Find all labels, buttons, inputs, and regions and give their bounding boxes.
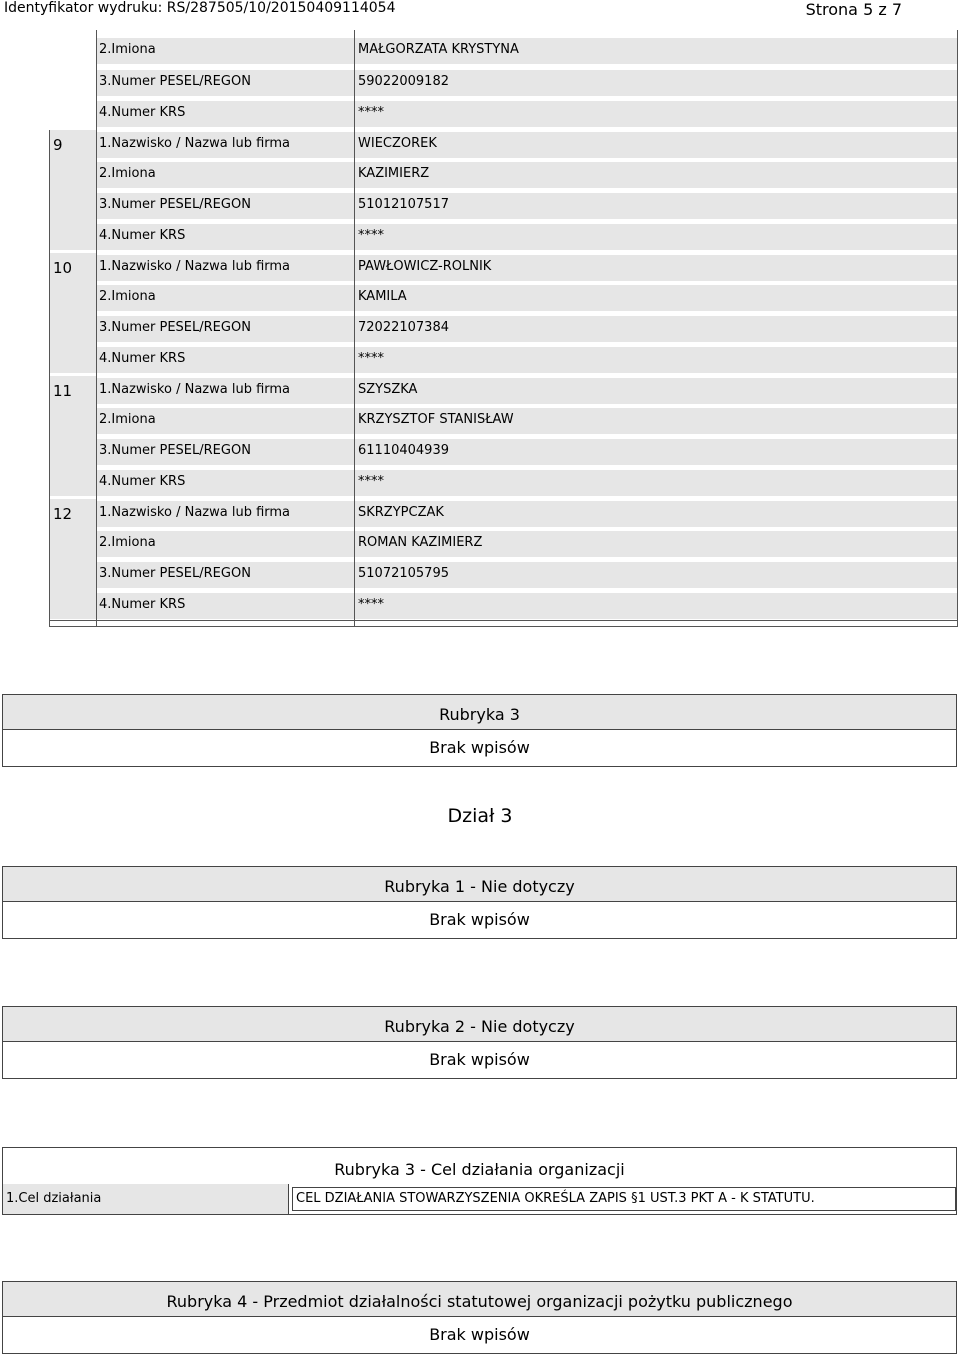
cel-value: CEL DZIAŁANIA STOWARZYSZENIA OKREŚLA ZAPIS §1 UST.3 PKT A - K STATUTU. bbox=[292, 1187, 956, 1211]
value-imiona: KRZYSZTOF STANISŁAW bbox=[355, 408, 957, 434]
value-nazwisko: SKRZYPCZAK bbox=[355, 501, 957, 527]
column-divider bbox=[354, 30, 355, 627]
value-imiona: KAZIMIERZ bbox=[355, 162, 957, 188]
dzial-heading: Dział 3 bbox=[447, 805, 513, 827]
section-rubryka-2 bbox=[2, 1006, 957, 1079]
label-imiona: 2.Imiona bbox=[96, 38, 354, 64]
section-rubryka-3 bbox=[2, 1147, 957, 1215]
table-border-bottom bbox=[49, 626, 958, 627]
label-nazwisko: 1.Nazwisko / Nazwa lub firma bbox=[96, 501, 354, 527]
label-nazwisko: 1.Nazwisko / Nazwa lub firma bbox=[96, 378, 354, 404]
value-krs: **** bbox=[355, 470, 957, 496]
label-imiona: 2.Imiona bbox=[96, 285, 354, 311]
label-pesel: 3.Numer PESEL/REGON bbox=[96, 193, 354, 219]
label-krs: 4.Numer KRS bbox=[96, 347, 354, 373]
label-imiona: 2.Imiona bbox=[96, 408, 354, 434]
label-pesel: 3.Numer PESEL/REGON bbox=[96, 439, 354, 465]
entry-index: 12 bbox=[50, 499, 96, 619]
value-pesel: 59022009182 bbox=[355, 70, 957, 96]
value-pesel: 51012107517 bbox=[355, 193, 957, 219]
value-pesel: 61110404939 bbox=[355, 439, 957, 465]
value-imiona: KAMILA bbox=[355, 285, 957, 311]
value-krs: **** bbox=[355, 224, 957, 250]
section-title: Rubryka 3 bbox=[3, 695, 956, 729]
value-krs: **** bbox=[355, 593, 957, 619]
label-nazwisko: 1.Nazwisko / Nazwa lub firma bbox=[96, 255, 354, 281]
value-pesel: 51072105795 bbox=[355, 562, 957, 588]
section-title: Rubryka 3 - Cel działania organizacji bbox=[3, 1148, 956, 1184]
persons-table bbox=[0, 0, 960, 630]
entry-index: 10 bbox=[50, 253, 96, 373]
section-title: Rubryka 1 - Nie dotyczy bbox=[3, 867, 956, 901]
label-krs: 4.Numer KRS bbox=[96, 224, 354, 250]
value-krs: **** bbox=[355, 347, 957, 373]
label-imiona: 2.Imiona bbox=[96, 531, 354, 557]
entry-index: 11 bbox=[50, 376, 96, 496]
section-body: Brak wpisów bbox=[3, 1041, 956, 1077]
section-body: Brak wpisów bbox=[3, 901, 956, 937]
value-imiona: MAŁGORZATA KRYSTYNA bbox=[355, 38, 957, 64]
table-border-left bbox=[49, 130, 50, 627]
cel-row bbox=[3, 1184, 956, 1214]
section-rubryka-4 bbox=[2, 1281, 957, 1354]
section-title: Rubryka 2 - Nie dotyczy bbox=[3, 1007, 956, 1041]
page-number: Strona 5 z 7 bbox=[805, 0, 902, 19]
label-nazwisko: 1.Nazwisko / Nazwa lub firma bbox=[96, 132, 354, 158]
label-imiona: 2.Imiona bbox=[96, 162, 354, 188]
label-pesel: 3.Numer PESEL/REGON bbox=[96, 316, 354, 342]
section-rubryka-3-d2 bbox=[2, 694, 957, 767]
label-pesel: 3.Numer PESEL/REGON bbox=[96, 70, 354, 96]
section-rubryka-1 bbox=[2, 866, 957, 939]
value-pesel: 72022107384 bbox=[355, 316, 957, 342]
label-krs: 4.Numer KRS bbox=[96, 593, 354, 619]
value-imiona: ROMAN KAZIMIERZ bbox=[355, 531, 957, 557]
table-border-bottom bbox=[49, 620, 958, 621]
entry-index: 9 bbox=[50, 130, 96, 250]
section-body: Brak wpisów bbox=[3, 1316, 956, 1352]
value-nazwisko: SZYSZKA bbox=[355, 378, 957, 404]
cel-label: 1.Cel działania bbox=[3, 1184, 289, 1214]
section-title: Rubryka 4 - Przedmiot działalności statutowej organizacji pożytku publicznego bbox=[3, 1282, 956, 1316]
label-pesel: 3.Numer PESEL/REGON bbox=[96, 562, 354, 588]
column-divider bbox=[96, 30, 97, 627]
value-nazwisko: WIECZOREK bbox=[355, 132, 957, 158]
label-krs: 4.Numer KRS bbox=[96, 101, 354, 127]
label-krs: 4.Numer KRS bbox=[96, 470, 354, 496]
section-body: Brak wpisów bbox=[3, 729, 956, 765]
table-border-right bbox=[957, 30, 958, 627]
print-identifier: Identyfikator wydruku: RS/287505/10/20150409114054 bbox=[4, 0, 396, 16]
value-krs: **** bbox=[355, 101, 957, 127]
value-nazwisko: PAWŁOWICZ-ROLNIK bbox=[355, 255, 957, 281]
